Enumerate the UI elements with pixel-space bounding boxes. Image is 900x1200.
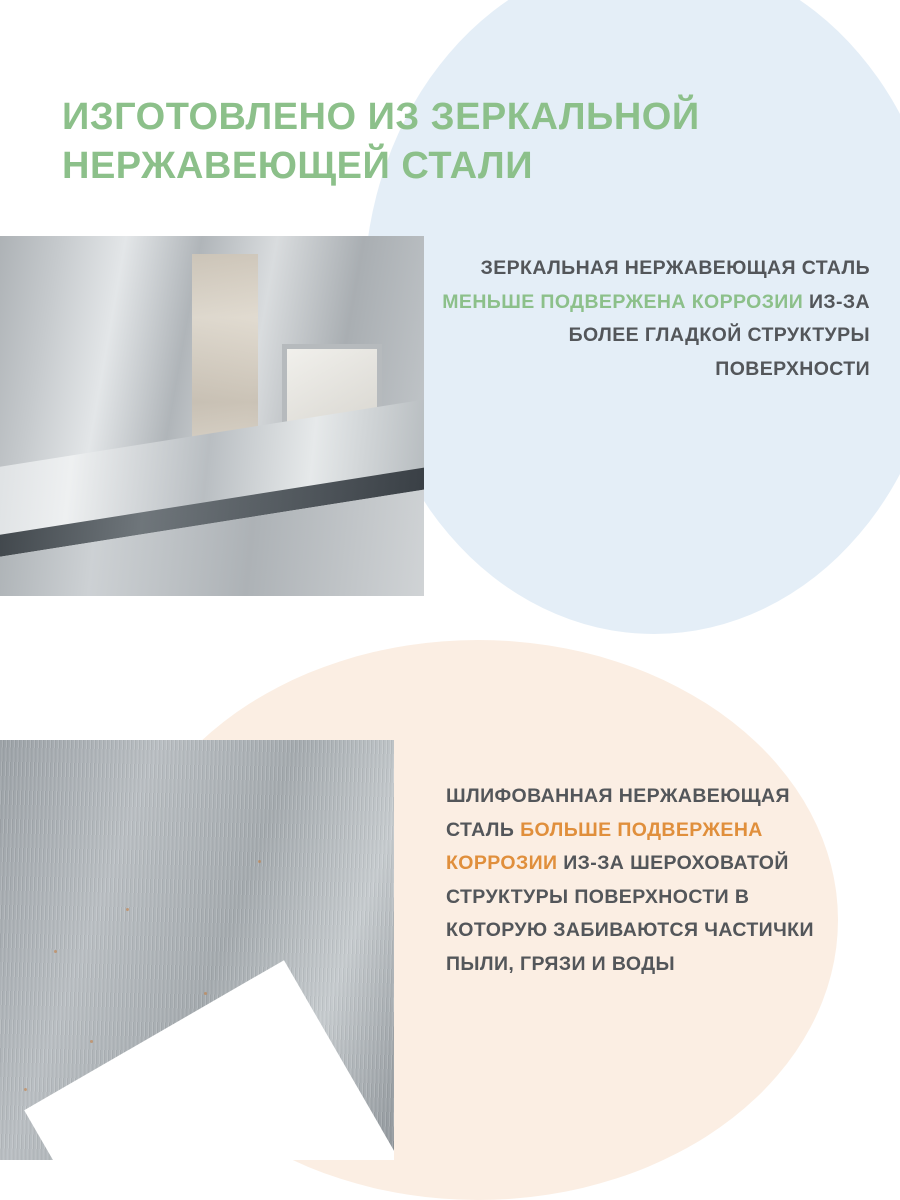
corrosion-speck	[24, 1088, 27, 1091]
brushed-sheet-cut-corner	[24, 960, 394, 1160]
brushed-steel-description	[446, 780, 846, 981]
mirror-text-part-2: ИЗ-ЗА БОЛЕЕ ГЛАДКОЙ СТРУКТУРЫ ПОВЕРХНОСТИ	[568, 290, 870, 380]
brushed-text-part-2: ИЗ-ЗА ШЕРОХОВАТОЙ СТРУКТУРЫ ПОВЕРХНОСТИ В КОТОРУЮ ЗАБИВАЮТСЯ ЧАСТИЧКИ ПЫЛИ, ГРЯЗИ И ВОДЫ	[446, 852, 814, 975]
mirror-text-highlight: МЕНЬШЕ ПОДВЕРЖЕНА КОРРОЗИИ	[442, 290, 804, 313]
page-title-line-2: НЕРЖАВЕЮЩЕЙ СТАЛИ	[62, 144, 534, 187]
page-title-line-1: ИЗГОТОВЛЕНО ИЗ ЗЕРКАЛЬНОЙ	[62, 96, 700, 139]
mirror-steel-photo	[0, 236, 424, 596]
brushed-steel-photo	[0, 740, 394, 1160]
brushed-text-part-1: ШЛИФОВАННАЯ НЕРЖАВЕЮЩАЯ СТАЛЬ	[446, 785, 790, 841]
corrosion-speck	[54, 950, 57, 953]
mirror-text-part-1: ЗЕРКАЛЬНАЯ НЕРЖАВЕЮЩАЯ СТАЛЬ	[480, 257, 870, 279]
corrosion-speck	[204, 992, 207, 995]
mirror-steel-description	[430, 252, 870, 386]
brushed-text-highlight: БОЛЬШЕ ПОДВЕРЖЕНА КОРРОЗИИ	[446, 818, 763, 875]
page-title	[62, 93, 852, 190]
corrosion-speck	[258, 860, 261, 863]
corrosion-speck	[90, 1040, 93, 1043]
corrosion-speck	[126, 908, 129, 911]
